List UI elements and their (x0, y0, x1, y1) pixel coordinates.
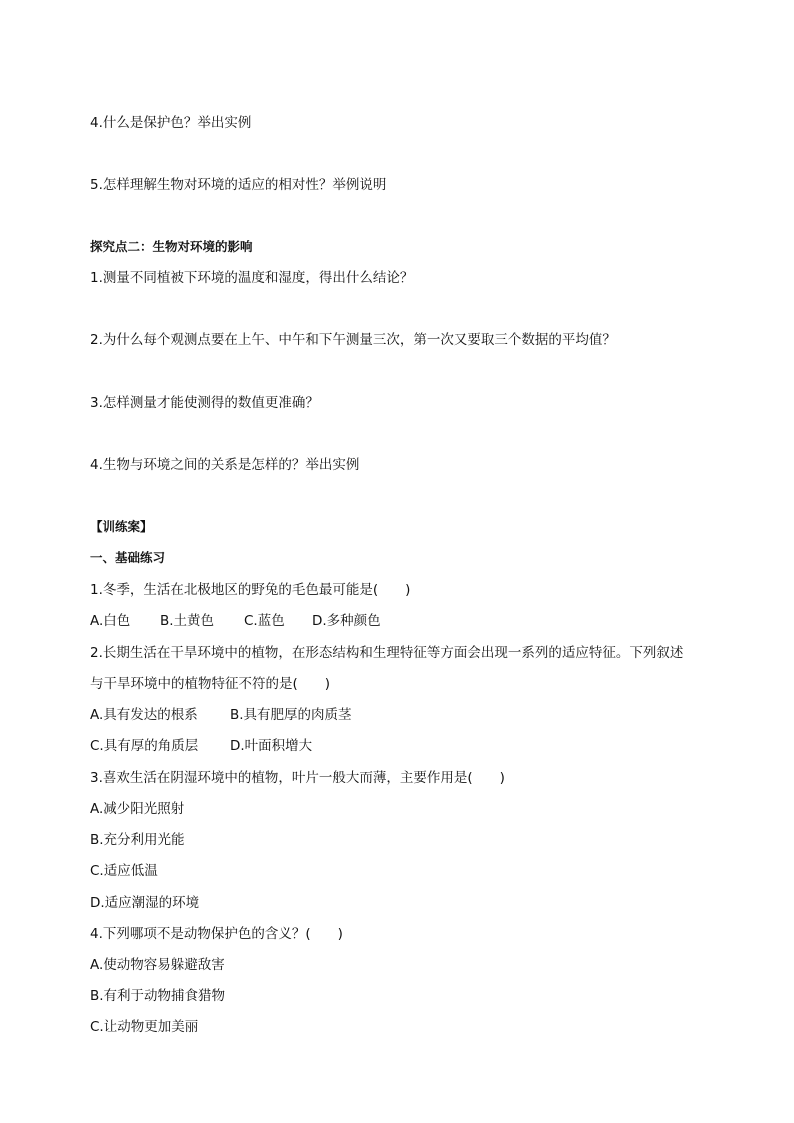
question-5-relativity: 5.怎样理解生物对环境的适应的相对性？举例说明 (90, 177, 387, 193)
exercise-4-option-b: B.有利于动物捕食猎物 (90, 988, 226, 1004)
inquiry-2-question-4: 4.生物与环境之间的关系是怎样的？举出实例 (90, 457, 360, 473)
exercise-1-option-a: A.白色 (90, 613, 131, 629)
exercise-3-option-b: B.充分利用光能 (90, 832, 185, 848)
exercise-4-stem: 4.下列哪项不是动物保护色的含义？( ) (90, 926, 343, 942)
exercise-2-options-row-2 (90, 737, 312, 755)
exercise-1-option-d: D.多种颜色 (312, 613, 381, 629)
inquiry-2-question-2: 2.为什么每个观测点要在上午、中午和下午测量三次，第一次又要取三个数据的平均值？ (90, 332, 616, 348)
exercise-2-option-b: B.具有肥厚的肉质茎 (230, 707, 352, 723)
exercise-3-option-c: C.适应低温 (90, 863, 158, 879)
exercise-3-option-d: D.适应潮湿的环境 (90, 895, 200, 911)
exercise-4-option-a: A.使动物容易躲避敌害 (90, 957, 225, 973)
exercise-3-stem: 3.喜欢生活在阴湿环境中的植物，叶片一般大而薄，主要作用是( ) (90, 770, 505, 786)
exercise-2-option-d: D.叶面积增大 (230, 738, 313, 754)
question-4-protective-color: 4.什么是保护色？举出实例 (90, 115, 252, 131)
exercise-2-option-c: C.具有厚的角质层 (90, 738, 199, 754)
exercise-1-stem: 1.冬季，生活在北极地区的野兔的毛色最可能是( ) (90, 582, 411, 598)
exercise-2-stem-line-1: 2.长期生活在干旱环境中的植物，在形态结构和生理特征等方面会出现一系列的适应特征。下列叙述 (90, 645, 684, 661)
inquiry-2-heading: 探究点二：生物对环境的影响 (90, 239, 253, 254)
inquiry-2-question-1: 1.测量不同植被下环境的温度和湿度，得出什么结论？ (90, 270, 414, 286)
exercise-1-options (90, 612, 381, 630)
basic-practice-heading: 一、基础练习 (90, 550, 166, 565)
exercise-4-option-c: C.让动物更加美丽 (90, 1019, 199, 1035)
exercise-1-option-c: C.蓝色 (244, 613, 285, 629)
exercise-3-option-a: A.减少阳光照射 (90, 801, 185, 817)
training-heading: 【训练案】 (90, 519, 153, 534)
exercise-2-options-row-1 (90, 706, 352, 724)
exercise-1-option-b: B.土黄色 (160, 613, 215, 629)
exercise-2-stem-line-2: 与干旱环境中的植物特征不符的是( ) (90, 676, 331, 692)
exercise-2-option-a: A.具有发达的根系 (90, 707, 198, 723)
inquiry-2-question-3: 3.怎样测量才能使测得的数值更准确？ (90, 395, 319, 411)
